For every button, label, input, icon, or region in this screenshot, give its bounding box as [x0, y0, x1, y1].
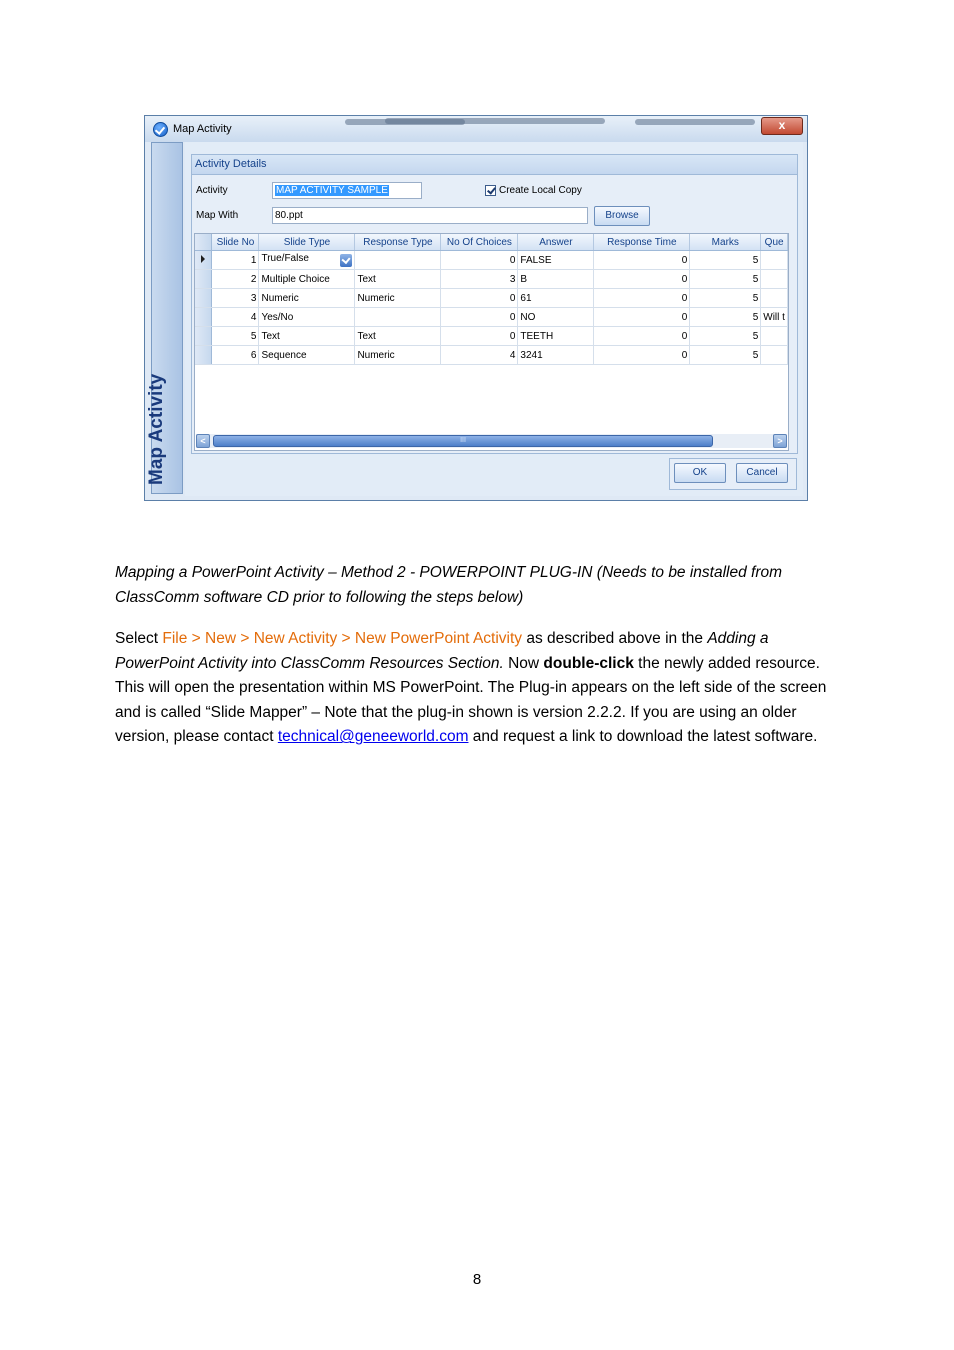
row-header[interactable] — [195, 346, 212, 365]
scroll-thumb[interactable]: III — [213, 435, 713, 447]
map-activity-dialog — [144, 115, 808, 501]
cell-answer[interactable]: NO — [518, 308, 594, 327]
paragraph-text: Now — [503, 654, 544, 672]
group-header: Activity Details — [192, 155, 797, 175]
column-header[interactable]: No Of Choices — [441, 234, 518, 251]
cell-response-type[interactable]: Numeric — [355, 289, 441, 308]
slides-table — [195, 234, 788, 365]
cell-marks[interactable]: 5 — [690, 308, 761, 327]
cell-que[interactable] — [761, 289, 788, 308]
cell-response-type[interactable]: Text — [355, 270, 441, 289]
column-header[interactable]: Que — [761, 234, 788, 251]
cell-marks[interactable]: 5 — [690, 251, 761, 270]
column-header[interactable]: Slide No — [212, 234, 259, 251]
cell-que[interactable]: Will t — [761, 308, 788, 327]
cell-que[interactable] — [761, 346, 788, 365]
cancel-button[interactable]: Cancel — [736, 463, 788, 483]
cell-response-type[interactable] — [355, 251, 441, 270]
cell-slide-type[interactable]: Sequence — [259, 346, 355, 365]
paragraph-text: and request a link to download the latest software. — [468, 728, 818, 746]
activity-input[interactable] — [272, 182, 422, 199]
paragraph-text: the newly added resource. This will open the presentation within MS PowerPoint. The Plug-in appears on the left side of the screen and is called “Slide Mapper” – Note that the plug-in shown is version 2.2.2. If you are using an older version, please contact — [115, 654, 827, 746]
cell-response-time[interactable]: 0 — [594, 251, 690, 270]
cell-response-type[interactable]: Numeric — [355, 346, 441, 365]
row-header-corner — [195, 234, 212, 251]
cell-marks[interactable]: 5 — [690, 327, 761, 346]
cell-choices[interactable]: 0 — [441, 327, 518, 346]
ok-button[interactable]: OK — [674, 463, 726, 483]
cell-answer[interactable]: 3241 — [518, 346, 594, 365]
cell-answer[interactable]: FALSE — [518, 251, 594, 270]
side-panel — [146, 142, 183, 494]
row-header[interactable] — [195, 327, 212, 346]
section-reference: Adding a PowerPoint Activity into ClassComm Resources Section. — [115, 630, 769, 672]
column-header[interactable]: Slide Type — [259, 234, 355, 251]
cell-que[interactable] — [761, 270, 788, 289]
instruction-paragraph — [115, 627, 845, 750]
page-number: 8 — [472, 1271, 482, 1288]
activity-input-value: MAP ACTIVITY SAMPLE — [276, 185, 388, 196]
cell-slide-no[interactable]: 3 — [212, 289, 259, 308]
cell-response-time[interactable]: 0 — [594, 289, 690, 308]
cell-slide-type[interactable]: Multiple Choice — [259, 270, 355, 289]
table-row[interactable] — [195, 346, 788, 365]
column-header[interactable]: Marks — [690, 234, 761, 251]
title-bar-glare — [385, 118, 605, 124]
cell-response-time[interactable]: 0 — [594, 308, 690, 327]
cell-slide-type[interactable] — [259, 251, 355, 270]
cell-slide-no[interactable]: 6 — [212, 346, 259, 365]
dialog-content — [185, 142, 803, 496]
table-row[interactable] — [195, 327, 788, 346]
menu-path: File > New > New Activity > New PowerPoint Activity — [162, 630, 523, 647]
cell-slide-no[interactable]: 2 — [212, 270, 259, 289]
table-row[interactable] — [195, 289, 788, 308]
cell-marks[interactable]: 5 — [690, 289, 761, 308]
create-local-copy-checkbox[interactable] — [485, 185, 496, 196]
table-row[interactable] — [195, 251, 788, 270]
cell-slide-no[interactable]: 5 — [212, 327, 259, 346]
cell-que[interactable] — [761, 327, 788, 346]
double-click-emphasis: double-click — [543, 654, 634, 672]
cell-marks[interactable]: 5 — [690, 270, 761, 289]
cell-marks[interactable]: 5 — [690, 346, 761, 365]
column-header[interactable]: Response Time — [594, 234, 690, 251]
window-title: Map Activity — [173, 123, 232, 135]
cell-answer[interactable]: B — [518, 270, 594, 289]
cell-choices[interactable]: 0 — [441, 289, 518, 308]
cell-response-time[interactable]: 0 — [594, 270, 690, 289]
table-row[interactable] — [195, 308, 788, 327]
side-panel-title: Map Activity — [146, 373, 167, 485]
cell-answer[interactable]: TEETH — [518, 327, 594, 346]
cell-answer[interactable]: 61 — [518, 289, 594, 308]
row-header-current[interactable] — [195, 251, 212, 270]
paragraph-text: as described above in the — [522, 630, 708, 647]
title-bar-glare — [635, 119, 755, 125]
cell-response-type[interactable] — [355, 308, 441, 327]
paragraph-text: Select — [115, 630, 163, 647]
cell-slide-type[interactable]: Yes/No — [259, 308, 355, 327]
cell-que[interactable] — [761, 251, 788, 270]
cell-choices[interactable]: 0 — [441, 308, 518, 327]
close-button[interactable]: x — [761, 117, 803, 135]
map-with-label: Map With — [196, 210, 239, 221]
horizontal-scrollbar[interactable] — [196, 434, 787, 448]
cell-slide-type[interactable]: Numeric — [259, 289, 355, 308]
grid-header-row — [195, 234, 788, 251]
app-check-icon — [153, 122, 168, 137]
create-local-copy-label: Create Local Copy — [499, 185, 582, 196]
row-header[interactable] — [195, 308, 212, 327]
table-row[interactable] — [195, 270, 788, 289]
title-bar[interactable] — [145, 116, 807, 142]
slide-type-value: True/False — [261, 253, 309, 264]
browse-button[interactable]: Browse — [594, 206, 650, 226]
figure-caption: Mapping a PowerPoint Activity – Method 2 - POWERPOINT PLUG-IN (Needs to be installed from ClassComm software CD prior to following the steps below) — [115, 564, 783, 606]
cell-response-time[interactable]: 0 — [594, 327, 690, 346]
email-link[interactable]: technical@geneeworld.com — [277, 728, 469, 746]
activity-label: Activity — [196, 185, 228, 196]
row-header[interactable] — [195, 289, 212, 308]
column-header[interactable]: Response Type — [355, 234, 441, 251]
scroll-right-button[interactable]: > — [773, 434, 787, 448]
cell-response-type[interactable]: Text — [355, 327, 441, 346]
cell-choices[interactable]: 3 — [441, 270, 518, 289]
cell-slide-no[interactable]: 4 — [212, 308, 259, 327]
map-with-input[interactable]: 80.ppt — [272, 207, 588, 224]
row-header[interactable] — [195, 270, 212, 289]
slides-grid — [194, 233, 789, 451]
button-bar — [669, 458, 797, 490]
activity-details-group — [191, 154, 798, 454]
cell-slide-type[interactable]: Text — [259, 327, 355, 346]
cell-choices[interactable]: 0 — [441, 251, 518, 270]
scroll-left-button[interactable]: < — [196, 434, 210, 448]
cell-slide-no[interactable]: 1 — [212, 251, 259, 270]
dropdown-icon[interactable] — [340, 254, 352, 267]
current-row-arrow-icon — [201, 255, 205, 263]
cell-choices[interactable]: 4 — [441, 346, 518, 365]
cell-response-time[interactable]: 0 — [594, 346, 690, 365]
column-header[interactable]: Answer — [518, 234, 594, 251]
